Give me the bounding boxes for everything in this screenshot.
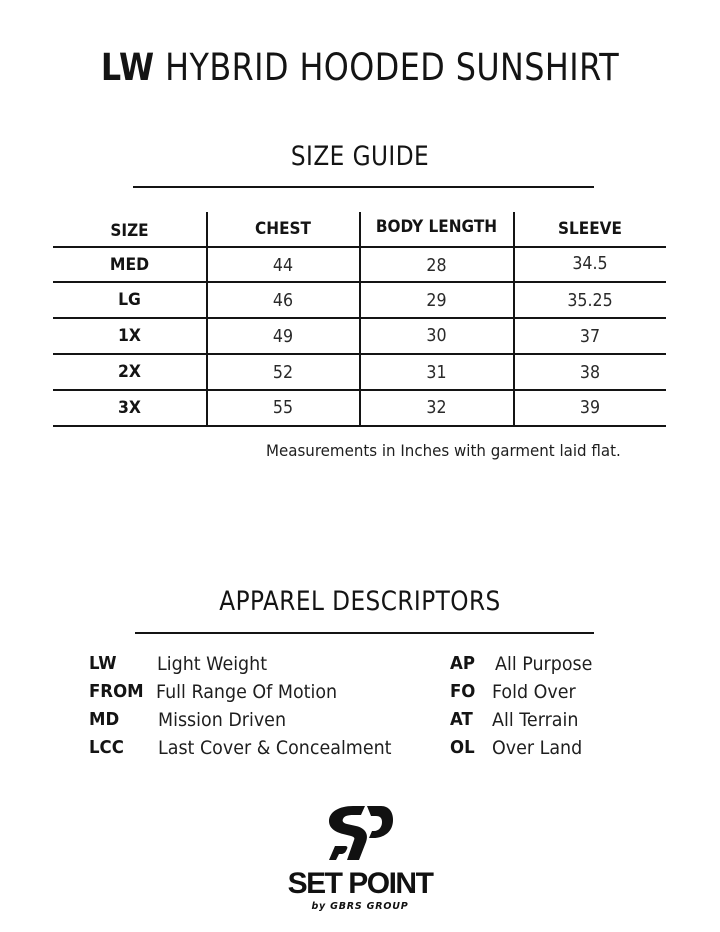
- table-cell-sleeve: 34.5: [572, 253, 608, 274]
- descriptor-abbr: AT: [450, 709, 473, 730]
- sp-monogram-icon: [325, 804, 395, 862]
- descriptor-abbr: LW: [89, 653, 117, 674]
- descriptor-item: [450, 650, 630, 678]
- descriptor-abbr: MD: [89, 709, 120, 730]
- descriptor-abbr: LCC: [89, 737, 124, 758]
- brand-subtitle: by GBRS GROUP: [311, 901, 409, 912]
- table-cell-body-length: 29: [426, 290, 447, 311]
- descriptor-item: [450, 678, 630, 706]
- descriptor-text: Light Weight: [157, 653, 268, 675]
- table-cell-size: 2X: [118, 362, 141, 382]
- descriptor-item: [450, 706, 630, 734]
- table-cell-body-length: 28: [426, 255, 447, 276]
- descriptors-divider: [135, 632, 594, 634]
- descriptors-heading: APPAREL DESCRIPTORS: [219, 586, 501, 617]
- table-cell-chest: 46: [272, 290, 294, 311]
- descriptor-item: [89, 678, 429, 706]
- column-header-chest: CHEST: [255, 219, 311, 239]
- table-cell-size: LG: [118, 290, 141, 310]
- descriptor-item: [89, 734, 429, 762]
- table-cell-chest: 49: [272, 326, 294, 347]
- table-cell-size: 3X: [118, 398, 141, 418]
- column-header-body-length: BODY LENGTH: [375, 217, 498, 237]
- size-table: [53, 212, 666, 427]
- table-column-rule: [513, 212, 515, 427]
- size-guide-divider: [133, 186, 594, 188]
- descriptor-text: Mission Driven: [158, 709, 287, 731]
- table-cell-sleeve: 39: [579, 397, 601, 418]
- descriptor-item: [450, 734, 630, 762]
- descriptor-text: Full Range Of Motion: [156, 681, 338, 703]
- size-guide-heading: SIZE GUIDE: [290, 141, 430, 172]
- descriptor-text: Fold Over: [492, 681, 576, 703]
- descriptor-item: [89, 706, 429, 734]
- table-cell-body-length: 32: [426, 397, 447, 418]
- table-cell-size: MED: [109, 255, 150, 275]
- column-header-size: SIZE: [110, 221, 149, 241]
- table-cell-body-length: 30: [426, 325, 447, 346]
- descriptor-abbr: FO: [450, 681, 476, 702]
- table-cell-sleeve: 37: [579, 326, 601, 347]
- descriptor-abbr: AP: [450, 653, 475, 674]
- table-cell-sleeve: 38: [579, 362, 601, 383]
- table-column-rule: [206, 212, 208, 427]
- table-cell-chest: 55: [272, 397, 294, 418]
- title-prefix: LW: [100, 46, 155, 89]
- column-header-sleeve: SLEEVE: [558, 219, 622, 239]
- title-rest: HYBRID HOODED SUNSHIRT: [154, 46, 620, 89]
- page-title: [50, 46, 669, 89]
- descriptor-text: All Purpose: [495, 653, 593, 675]
- table-cell-size: 1X: [118, 326, 141, 346]
- table-cell-sleeve: 35.25: [567, 290, 613, 311]
- measurement-note: Measurements in Inches with garment laid flat.: [266, 441, 621, 460]
- brand-logo: [0, 804, 720, 912]
- descriptor-abbr: FROM: [89, 681, 144, 702]
- table-cell-chest: 52: [272, 362, 294, 383]
- table-cell-body-length: 31: [426, 362, 447, 383]
- table-column-rule: [359, 212, 361, 427]
- descriptor-text: Over Land: [492, 737, 583, 759]
- descriptor-item: [89, 650, 429, 678]
- descriptor-text: Last Cover & Concealment: [158, 737, 392, 759]
- descriptor-text: All Terrain: [492, 709, 579, 731]
- descriptor-abbr: OL: [450, 737, 475, 758]
- brand-name: SET POINT: [287, 867, 433, 900]
- table-cell-chest: 44: [272, 255, 294, 276]
